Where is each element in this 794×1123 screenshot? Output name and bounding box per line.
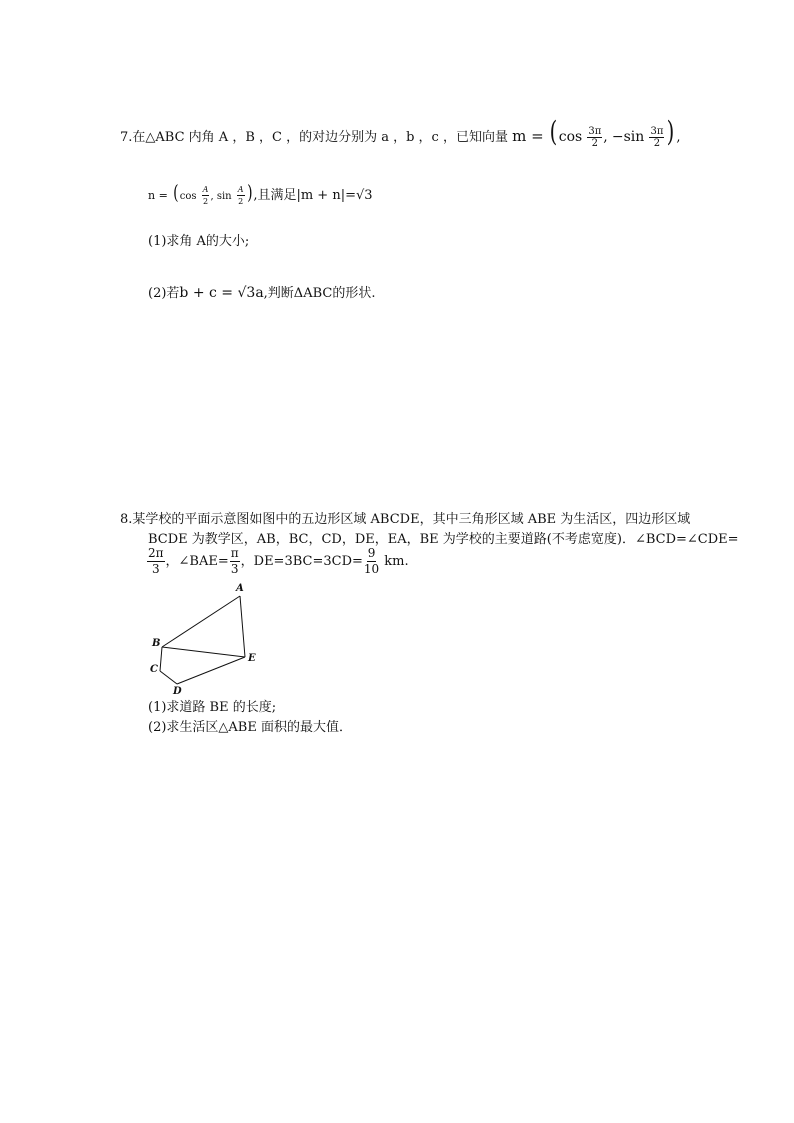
q7-frac-3pi-2-b: $\frac{3\pi}{2}$ xyxy=(650,126,664,149)
q7-condition: ,且满足|m + n|=√3 xyxy=(253,188,373,203)
q7-frac-3pi-2-a: $\frac{3\pi}{2}$ xyxy=(588,126,602,149)
q7-line2: n = (cos $\frac{A}{2}$ , sin $\frac{A}{2}$ ),且满足|m + n|=√3 xyxy=(148,180,373,206)
road-CD xyxy=(160,671,177,684)
q8-line2: BCDE 为教学区，AB，BC，CD，DE，EA，BE 为学校的主要道路(不考虑宽度)．∠BCD=∠CDE= xyxy=(148,532,739,547)
q8-line1: 8.某学校的平面示意图如图中的五边形区域 ABCDE，其中三角形区域 ABE 为生活区，四边形区域 xyxy=(120,512,691,527)
vertex-label-C: C xyxy=(150,664,158,675)
road-BC xyxy=(160,647,162,671)
vertex-label-A: A xyxy=(236,583,244,594)
q7-line1: 7.在△ABC 内角 A ，B ，C ，的对边分别为 a ，b ，c ，已知向量 m = ( cos $\frac{3\pi}{2}$ , −sin $\frac{3\pi}{2}$ ) , xyxy=(120,115,681,149)
q7-part2-math: b + c = √3a xyxy=(179,285,264,301)
road-DE xyxy=(177,657,245,684)
vertex-label-B: B xyxy=(152,638,161,649)
road-AB xyxy=(162,596,240,647)
q8-frac-2pi-3: $\frac{2\pi}{3}$ xyxy=(148,546,164,576)
q7-cos: cos xyxy=(558,129,583,145)
q7-stem: 在△ABC 内角 A ，B ，C ，的对边分别为 a ，b ，c ，已知向量 xyxy=(132,130,508,145)
q8-part2: (2)求生活区△ABE 面积的最大值． xyxy=(148,720,352,735)
q7-number: 7. xyxy=(120,130,133,145)
q8-frac-pi-3: $\frac{\pi}{3}$ xyxy=(230,546,239,576)
q8-line3: $\frac{2\pi}{3}$ ，∠BAE= $\frac{\pi}{3}$ ，DE=3BC=3CD= $\frac{9}{10}$ km. xyxy=(148,546,409,576)
q8-frac-9-10: $\frac{9}{10}$ xyxy=(363,546,380,576)
vertex-label-D: D xyxy=(173,686,182,697)
vertex-label-E: E xyxy=(248,653,256,664)
road-AE xyxy=(240,596,245,657)
q7-part2: (2)若b + c = √3a,判断ΔABC的形状. xyxy=(148,285,376,301)
q7-part1: (1)求角 A的大小; xyxy=(148,234,250,249)
q8-part1: (1)求道路 BE 的长度; xyxy=(148,700,277,715)
q7-sin: −sin xyxy=(611,129,645,145)
q7-frac-A-2-b: $\frac{A}{2}$ xyxy=(237,185,244,206)
q7-n-label: n = xyxy=(148,189,168,202)
q7-m-label: m = xyxy=(512,127,544,145)
road-BE xyxy=(162,647,245,657)
q7-frac-A-2-a: $\frac{A}{2}$ xyxy=(202,185,209,206)
